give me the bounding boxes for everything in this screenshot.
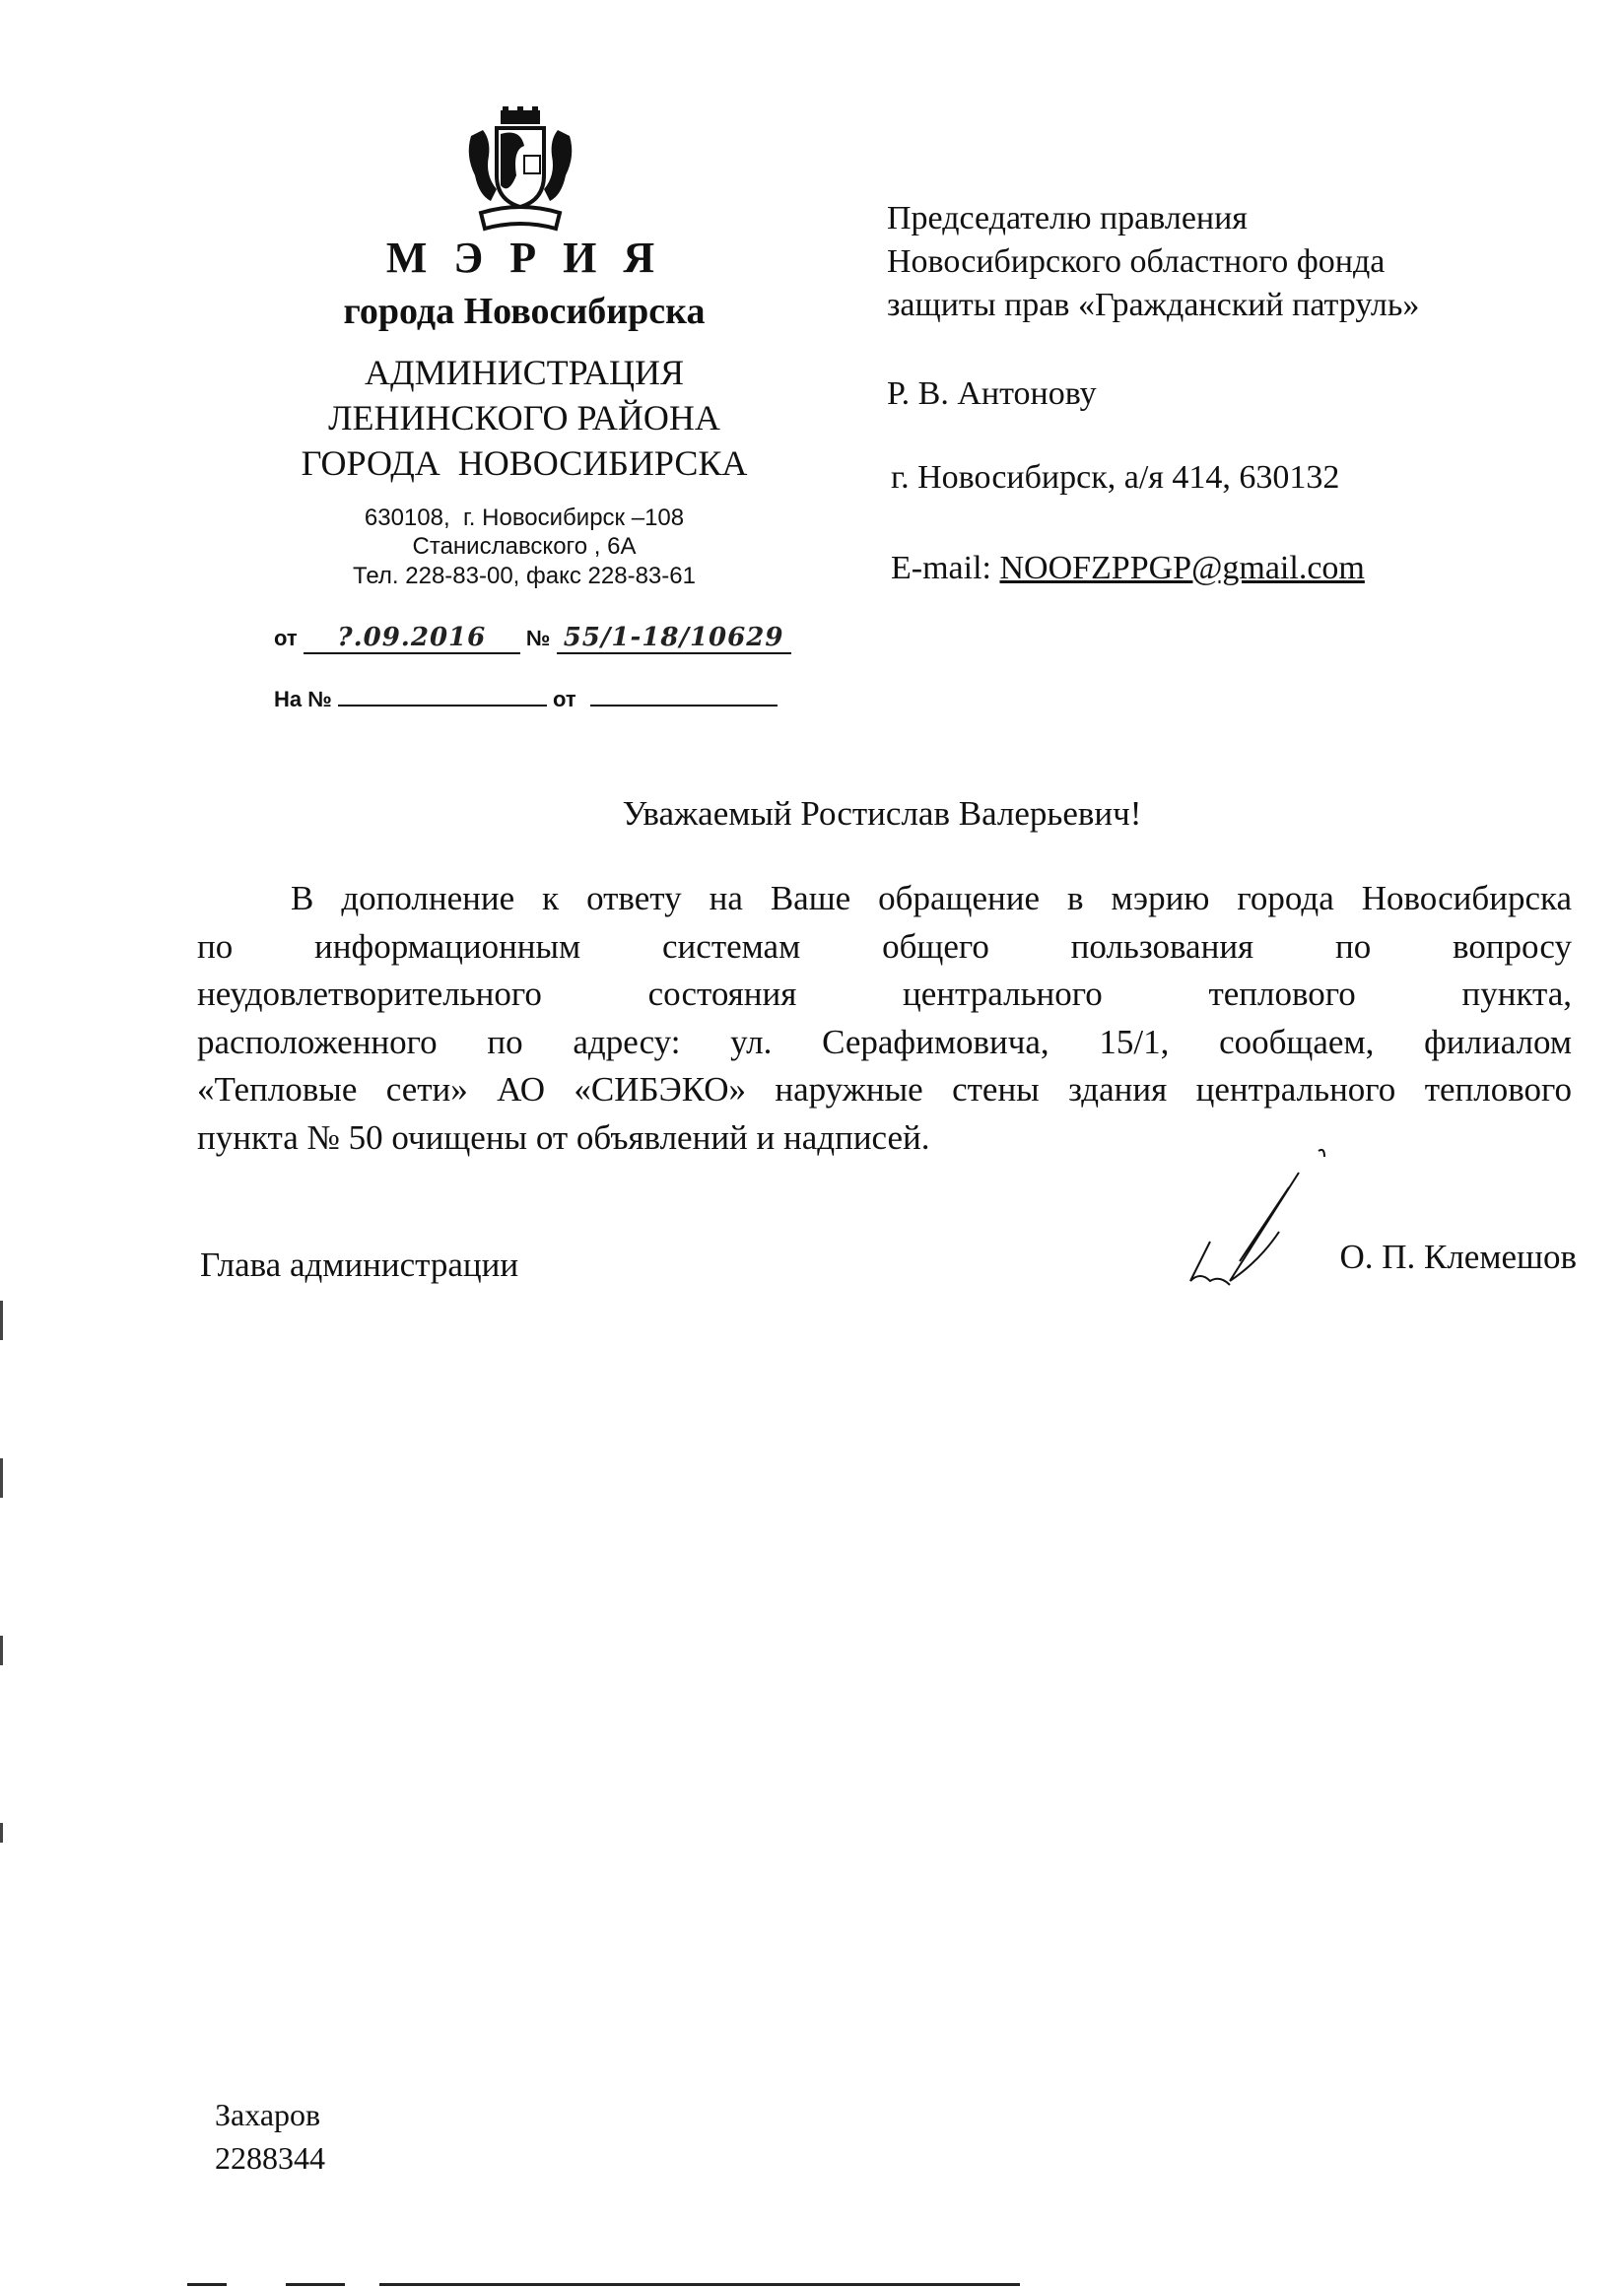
scan-edge-mark: [0, 1823, 3, 1843]
letterhead-admin-line: ГОРОДА НОВОСИБИРСКА: [301, 443, 748, 483]
addressee-name: Р. В. Антонову: [887, 375, 1097, 412]
coat-of-arms-emblem: [461, 106, 579, 235]
executor-phone: 2288344: [215, 2140, 325, 2176]
addressee-postal: г. Новосибирск, а/я 414, 630132: [891, 459, 1340, 496]
scan-edge-mark: [0, 1636, 3, 1665]
number-field: [557, 623, 791, 654]
outgoing-reference-row: [274, 623, 791, 654]
incoming-reference-row: [274, 687, 778, 712]
greeting: Уважаемый Ростислав Валерьевич!: [622, 794, 1142, 833]
from-date-handwritten: ?.09.2016: [337, 623, 487, 652]
executor-block: [215, 2093, 325, 2180]
reply-from-label: от: [553, 687, 576, 711]
letterhead-admin-line: АДМИНИСТРАЦИЯ: [365, 353, 684, 392]
email-link[interactable]: NOOFZPPGP@gmail.com: [999, 550, 1365, 586]
from-label: от: [274, 626, 298, 650]
addressee-line: Председателю правления: [887, 200, 1248, 236]
body-line: пункта № 50 очищены от объявлений и надписей.: [197, 1117, 930, 1157]
letterhead-city: города Новосибирска: [343, 291, 706, 332]
from-date-field: [304, 623, 520, 654]
addressee-email-row: [891, 550, 1365, 587]
reply-date-field: [590, 687, 778, 707]
letterhead-title: М Э Р И Я: [385, 234, 663, 282]
addressee-line: Новосибирского областного фонда: [887, 243, 1386, 280]
letterhead-address-line: Тел. 228-83-00, факс 228-83-61: [353, 563, 696, 589]
scan-edge-mark: [0, 1458, 3, 1498]
scan-bottom-mark: [286, 2283, 345, 2286]
scan-bottom-mark: [187, 2283, 227, 2286]
body-line: В дополнение к ответу на Ваше обращение в мэрию города Новосибирска: [291, 879, 1572, 917]
signatory-name: О. П. Клемешов: [1339, 1238, 1577, 1276]
letterhead-address-line: 630108, г. Новосибирск –108: [364, 505, 685, 531]
number-label: №: [525, 626, 551, 650]
body-line: неудовлетворительного состояния центрального теплового пункта,: [197, 975, 1572, 1013]
reply-number-label: На №: [274, 687, 332, 711]
addressee-line: защиты прав «Гражданский патруль»: [887, 287, 1420, 323]
body-line: по информационным системам общего пользования по вопросу: [197, 926, 1572, 966]
reply-number-field: [338, 687, 547, 707]
email-label: E-mail:: [891, 550, 1000, 586]
executor-name: Захаров: [215, 2097, 321, 2132]
signatory-position: Глава администрации: [200, 1245, 519, 1284]
scan-bottom-mark: [379, 2283, 1020, 2286]
letterhead-admin-line: ЛЕНИНСКОГО РАЙОНА: [328, 398, 720, 437]
number-handwritten: 55/1-18/10629: [563, 623, 784, 652]
letterhead-address-line: Станиславского , 6А: [412, 533, 637, 560]
body-line: «Тепловые сети» АО «СИБЭКО» наружные стены здания центрального теплового: [197, 1070, 1572, 1109]
scan-edge-mark: [0, 1301, 3, 1340]
handwritten-signature: [1171, 1143, 1348, 1291]
addressee-block: [887, 197, 1419, 327]
body-line: расположенного по адресу: ул. Серафимовича, 15/1, сообщаем, филиалом: [197, 1022, 1572, 1061]
letter-body: [197, 875, 1572, 1162]
